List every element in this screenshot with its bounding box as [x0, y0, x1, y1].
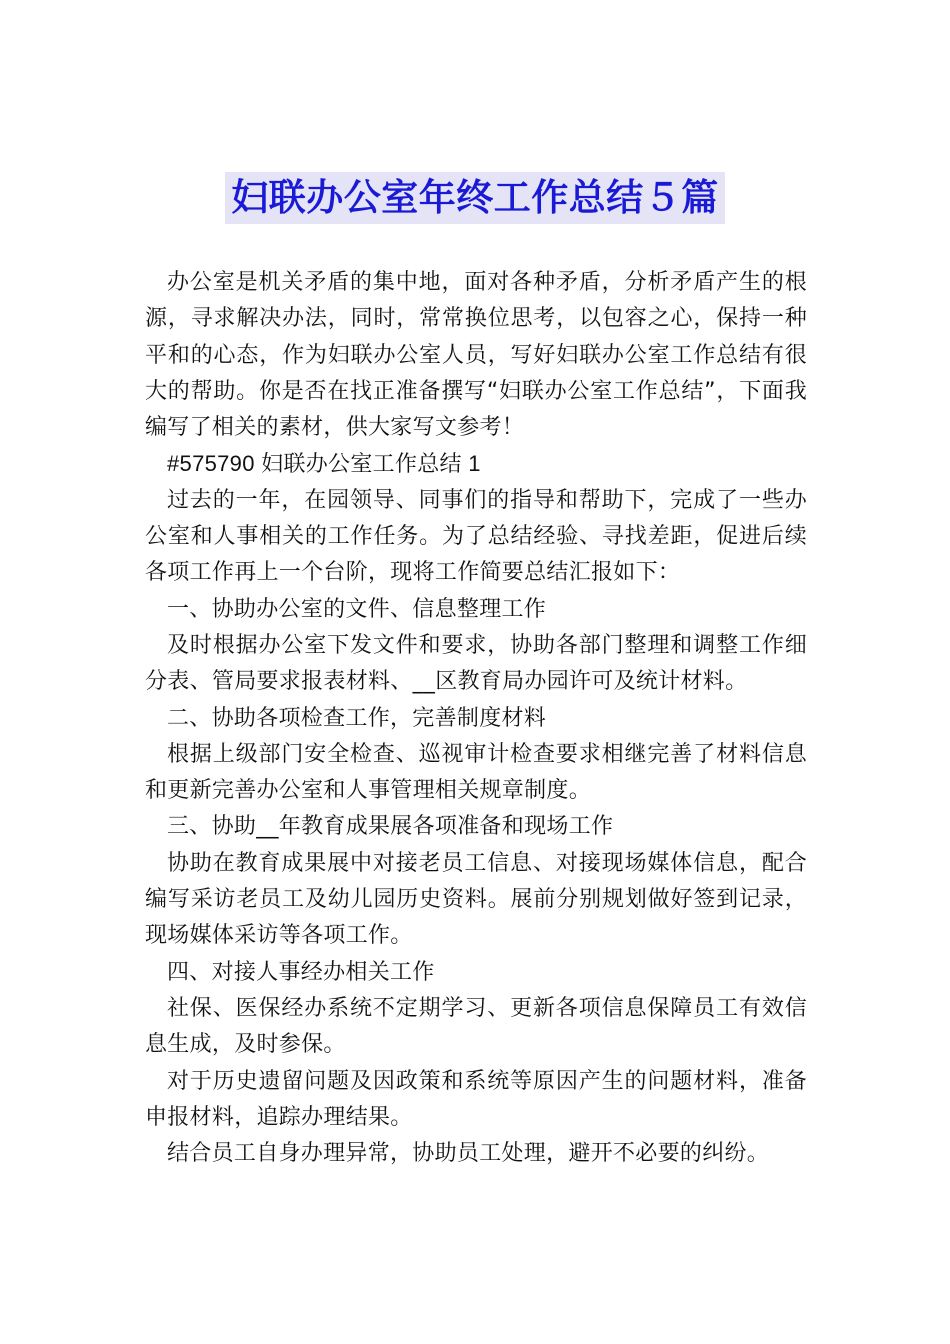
- paragraph: 过去的一年，在园领导、同事们的指导和帮助下，完成了一些办公室和人事相关的工作任务。为了总结经验、寻找差距，促进后续各项工作再上一个台阶，现将工作简要总结汇报如下：: [145, 487, 807, 586]
- subheading: 三、协助__年教育成果展各项准备和现场工作: [167, 814, 614, 840]
- paragraph: 社保、医保经办系统不定期学习、更新各项信息保障员工有效信息生成，及时参保。: [145, 995, 807, 1058]
- title-block: [0, 172, 950, 224]
- section-heading-1: #575790 妇联办公室工作总结 1: [167, 451, 481, 477]
- document-body: [145, 265, 807, 1172]
- paragraph: 结合员工自身办理异常，协助员工处理，避开不必要的纠纷。: [167, 1141, 770, 1167]
- subheading: 四、对接人事经办相关工作: [167, 959, 435, 985]
- intro-paragraph: 办公室是机关矛盾的集中地，面对各种矛盾，分析矛盾产生的根源，寻求解决办法，同时，常常换位思考，以包容之心，保持一种平和的心态，作为妇联办公室人员，写好妇联办公室工作总结有很大的帮助。你是否在找正准备撰写“妇联办公室工作总结”，下面我编写了相关的素材，供大家写文参考！: [145, 270, 807, 441]
- document-title: 妇联办公室年终工作总结５篇: [225, 172, 725, 224]
- paragraph: 协助在教育成果展中对接老员工信息、对接现场媒体信息，配合编写采访老员工及幼儿园历史资料。展前分别规划做好签到记录，现场媒体采访等各项工作。: [145, 850, 807, 949]
- paragraph: 及时根据办公室下发文件和要求，协助各部门整理和调整工作细分表、管局要求报表材料、__区教育局办园许可及统计材料。: [145, 632, 807, 695]
- subheading: 一、协助办公室的文件、信息整理工作: [167, 596, 547, 622]
- subheading: 二、协助各项检查工作，完善制度材料: [167, 705, 547, 731]
- paragraph: 根据上级部门安全检查、巡视审计检查要求相继完善了材料信息和更新完善办公室和人事管理相关规章制度。: [145, 741, 807, 804]
- paragraph: 对于历史遗留问题及因政策和系统等原因产生的问题材料，准备申报材料，追踪办理结果。: [145, 1068, 807, 1130]
